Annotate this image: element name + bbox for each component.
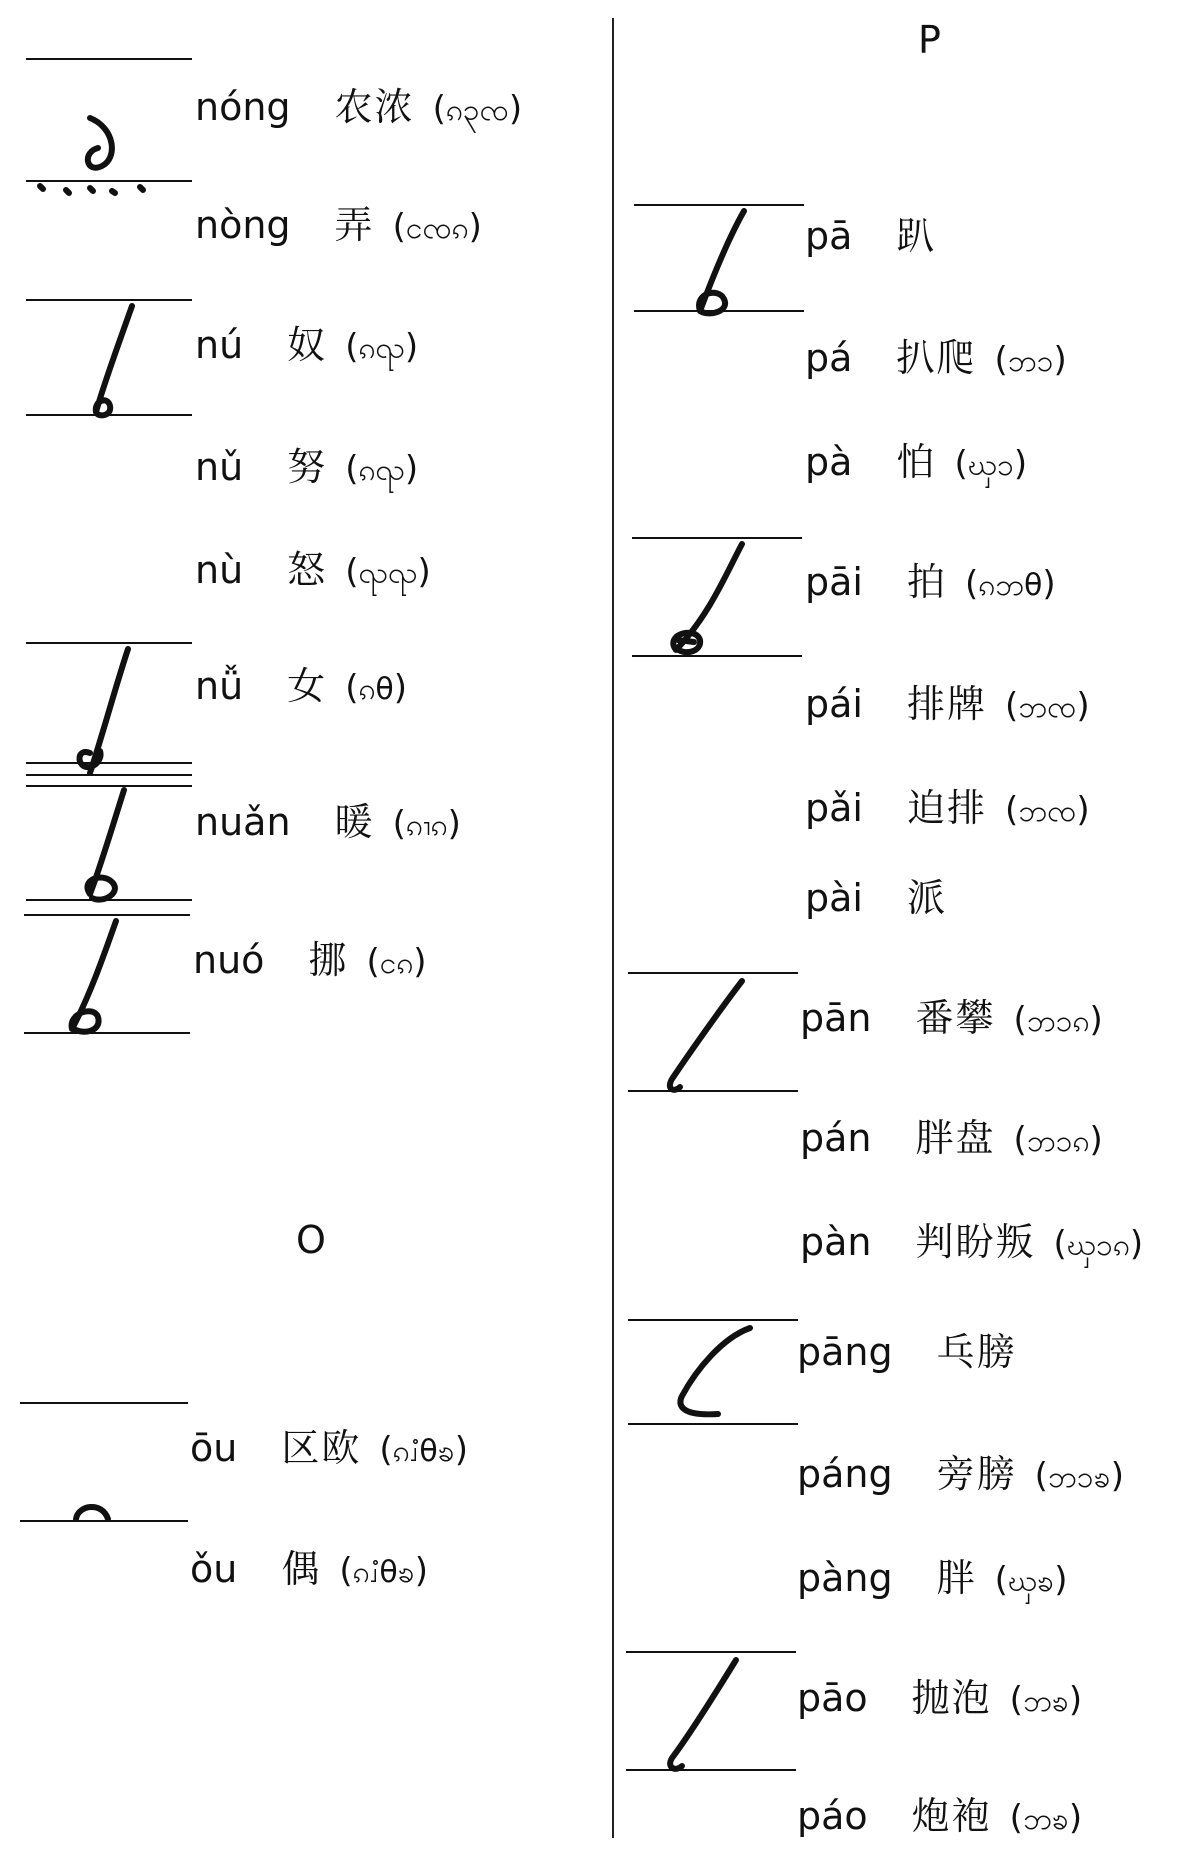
gloss: (ၰၶ) xyxy=(994,1560,1068,1600)
pinyin: pāi xyxy=(805,560,863,604)
pinyin: pài xyxy=(805,876,863,920)
gloss: (ဘၥ) xyxy=(994,340,1067,380)
entry-left-4 xyxy=(195,445,418,493)
hanzi: 迫排 xyxy=(906,786,987,830)
entry-right-8 xyxy=(800,996,1103,1044)
hanzi: 趴 xyxy=(896,214,937,258)
gloss: (ၵၨθၶ) xyxy=(339,1551,429,1591)
pinyin: pàn xyxy=(800,1220,872,1264)
gloss: (ၺၺ) xyxy=(345,552,431,592)
gloss: (ၵၺ) xyxy=(345,449,419,489)
pinyin: páo xyxy=(797,1794,868,1838)
gloss: (ဘၥၵ) xyxy=(1013,1000,1103,1040)
hanzi: 抛泡 xyxy=(911,1676,992,1720)
entry-left-5 xyxy=(195,548,431,596)
hanzi: 怕 xyxy=(896,440,937,484)
pinyin: nú xyxy=(195,323,244,367)
entry-right-10 xyxy=(800,1220,1143,1268)
hanzi: 暖 xyxy=(334,800,375,844)
gloss: (ၵ၃ၸ) xyxy=(432,89,523,129)
hanzi: 偶 xyxy=(281,1547,322,1591)
pinyin: ǒu xyxy=(190,1547,238,1591)
pinyin: nóng xyxy=(195,85,291,129)
gloss: (ဘၥၶ) xyxy=(1034,1456,1124,1496)
entry-right-12 xyxy=(797,1452,1124,1500)
pinyin: pái xyxy=(805,682,863,726)
handwriting-sample xyxy=(626,963,801,1098)
pinyin: pāng xyxy=(797,1330,893,1374)
hanzi: 努 xyxy=(287,445,328,489)
handwriting-sample xyxy=(630,528,805,663)
hanzi: 拍 xyxy=(906,560,947,604)
entry-right-6 xyxy=(805,786,1090,834)
gloss: (ဘၶ) xyxy=(1009,1680,1083,1720)
handwriting-sample xyxy=(20,48,195,193)
handwriting-sample xyxy=(626,1310,801,1430)
entry-right-3 xyxy=(805,440,1027,488)
hanzi: 弄 xyxy=(334,203,375,247)
entry-left-2 xyxy=(195,203,482,251)
hanzi: 排牌 xyxy=(906,682,987,726)
pinyin: nǚ xyxy=(195,664,244,708)
hanzi: 判盼叛 xyxy=(915,1220,1036,1264)
entry-left-7 xyxy=(195,800,461,848)
pinyin: pà xyxy=(805,440,853,484)
entry-right-11 xyxy=(797,1330,1017,1374)
gloss: (ၵၢၵ) xyxy=(392,804,461,844)
pinyin: nǔ xyxy=(195,445,244,489)
gloss: (ၵθ) xyxy=(345,668,407,708)
gloss: (ငၵ) xyxy=(366,942,427,982)
handwriting-sample xyxy=(632,195,807,325)
entry-left-1 xyxy=(195,85,522,133)
hanzi: 炮袍 xyxy=(911,1794,992,1838)
entry-right-1 xyxy=(805,214,936,258)
gloss: (ဘၥၵ) xyxy=(1013,1120,1103,1160)
entry-right-7 xyxy=(805,876,947,920)
gloss: (ဘၶ) xyxy=(1009,1798,1083,1838)
entry-right-4 xyxy=(805,560,1056,608)
entry-right-13 xyxy=(797,1556,1068,1604)
entry-left-3 xyxy=(195,323,418,371)
pinyin: nuǎn xyxy=(195,800,291,844)
section-heading-o: O xyxy=(296,1218,326,1262)
hanzi: 乓膀 xyxy=(936,1330,1017,1374)
hanzi: 胖 xyxy=(936,1556,977,1600)
pinyin: pǎi xyxy=(805,786,863,830)
pinyin: páng xyxy=(797,1452,893,1496)
hanzi: 女 xyxy=(287,664,328,708)
pinyin: nòng xyxy=(195,203,291,247)
hanzi: 怒 xyxy=(287,548,328,592)
handwriting-sample xyxy=(16,1393,191,1533)
column-divider xyxy=(612,18,614,1838)
gloss: (ဘၸ) xyxy=(1004,686,1090,726)
hanzi: 区欧 xyxy=(281,1426,362,1470)
entry-right-5 xyxy=(805,682,1090,730)
pinyin: ōu xyxy=(190,1426,238,1470)
handwriting-sample xyxy=(20,290,195,425)
entry-left-6 xyxy=(195,664,407,712)
gloss: (ၵၨθၶ) xyxy=(379,1430,469,1470)
pinyin: pān xyxy=(800,996,872,1040)
pinyin: pàng xyxy=(797,1556,893,1600)
handwriting-sample xyxy=(624,1642,799,1777)
hanzi: 奴 xyxy=(287,323,328,367)
pinyin: pán xyxy=(800,1116,872,1160)
entry-left-8 xyxy=(193,938,427,986)
gloss: (ငၸၵ) xyxy=(392,207,482,247)
entry-left-10 xyxy=(190,1547,428,1595)
hanzi: 旁膀 xyxy=(936,1452,1017,1496)
section-heading-p: P xyxy=(918,18,941,62)
entry-right-14 xyxy=(797,1676,1082,1724)
hanzi: 农浓 xyxy=(334,85,415,129)
pinyin: pá xyxy=(805,336,853,380)
handwriting-sample xyxy=(20,778,195,918)
pinyin: pāo xyxy=(797,1676,868,1720)
entry-right-2 xyxy=(805,336,1067,384)
handwriting-sample xyxy=(20,635,195,785)
hanzi: 派 xyxy=(906,876,947,920)
hanzi: 挪 xyxy=(308,938,349,982)
pinyin: nuó xyxy=(193,938,265,982)
entry-right-15 xyxy=(797,1794,1082,1842)
hanzi: 番攀 xyxy=(915,996,996,1040)
gloss: (ၰၥ) xyxy=(954,444,1028,484)
handwriting-sample xyxy=(18,905,193,1040)
entry-right-9 xyxy=(800,1116,1103,1164)
gloss: (ဘၸ) xyxy=(1004,790,1090,830)
hanzi: 扒爬 xyxy=(896,336,977,380)
gloss: (ၰၥၵ) xyxy=(1053,1224,1144,1264)
gloss: (ၵဘθ) xyxy=(964,564,1056,604)
gloss: (ၵၺ) xyxy=(345,327,419,367)
hanzi: 胖盘 xyxy=(915,1116,996,1160)
pinyin: pā xyxy=(805,214,853,258)
pinyin: nù xyxy=(195,548,244,592)
entry-left-9 xyxy=(190,1426,468,1474)
